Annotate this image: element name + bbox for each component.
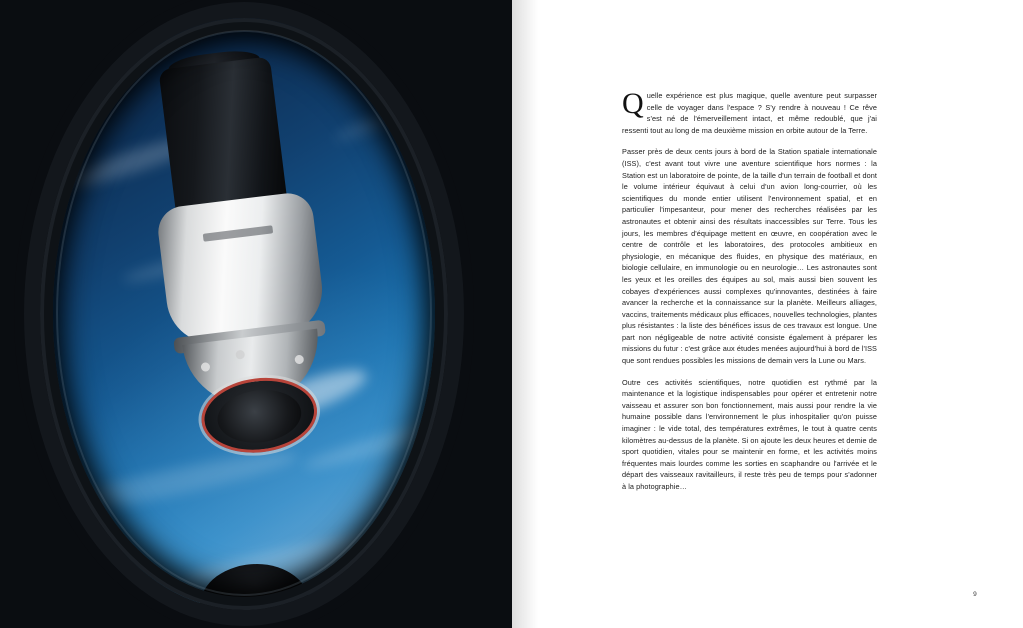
paragraph-3 [622,377,877,493]
paragraph-2 [622,146,877,366]
body-text-column [622,87,877,493]
drop-cap: Q [622,87,644,120]
paragraph-3-text: Outre ces activités scientifiques, notre quotidien est rythmé par la maintenance et la logistique indispensables pour opérer et entretenir notre vaisseau et assurer son bon fonctionnement, mais aussi pour rendre la vie humaine possible dans l'environnement le plus inhospitalier qu'on puisse imaginer : le vide total, des températures extrêmes, le tout à quatre cents kilomètres au-dessus de la planète. Si on ajoute les deux heures et demie de sport quotidien, vitales pour se maintenir en forme, et les activités moins fréquentes mais lourdes comme les sorties en scaphandre ou l'arrivée et le départ des vaisseaux ravitailleurs, il reste très peu de temps pour s'adonner à la photographie… [622,377,877,491]
paragraph-2-text: Passer près de deux cents jours à bord de la Station spatiale internationale (ISS), c'est avant tout vivre une aventure scientifique hors normes : la Station est un laboratoire de pointe, de la taille d'un terrain de football et dont le volume intérieur équivaut à celui d'un avion long-courrier, où les scientifiques du monde entier utilisent l'environnement spatial, et en particulier l'impesanteur, pour mener des recherches réalisées par les astronautes et obtenir ainsi des résultats inaccessibles sur Terre. Tous les jours, les membres d'équipage mettent en œuvre, en coopération avec le centre de contrôle et les laboratoires, des protocoles ambitieux en physiologie, en mécanique des fluides, en physique des matériaux, en biologie cellulaire, en immunologie ou en neurologie… Les astronautes sont les yeux et les oreilles des équipes au sol, mais aussi bien souvent les cobayes d'expériences aussi complexes qu'innovantes, destinées à faire avancer la recherche et la connaissance sur la planète. Meilleurs alliages, vaccins, traitements médicaux plus efficaces, nouvelles technologies, plantes plus résistantes : la liste des bénéfices issus de ces travaux est longue. Une part non négligeable de notre activité consiste également à préparer les missions du futur : c'est grâce aux études menées aujourd'hui à bord de l'ISS que sont rendues possibles les missions de demain vers la Lune ou Mars. [622,147,877,366]
paragraph-1 [622,87,877,136]
page-gutter-shadow [512,0,538,628]
crew-dragon-spacecraft [131,49,370,401]
right-page-text [512,0,1023,628]
page-number: 9 [973,591,977,598]
paragraph-1-text: uelle expérience est plus magique, quelle aventure peut surpasser celle de voyager dans l'espace ? S'y rendre à nouveau ! Ce rêve s'est né de l'émerveillement intact, et même redoublé, que j'ai ressenti tout au long de ma deuxième mission en orbite autour de la Terre. [622,91,877,135]
